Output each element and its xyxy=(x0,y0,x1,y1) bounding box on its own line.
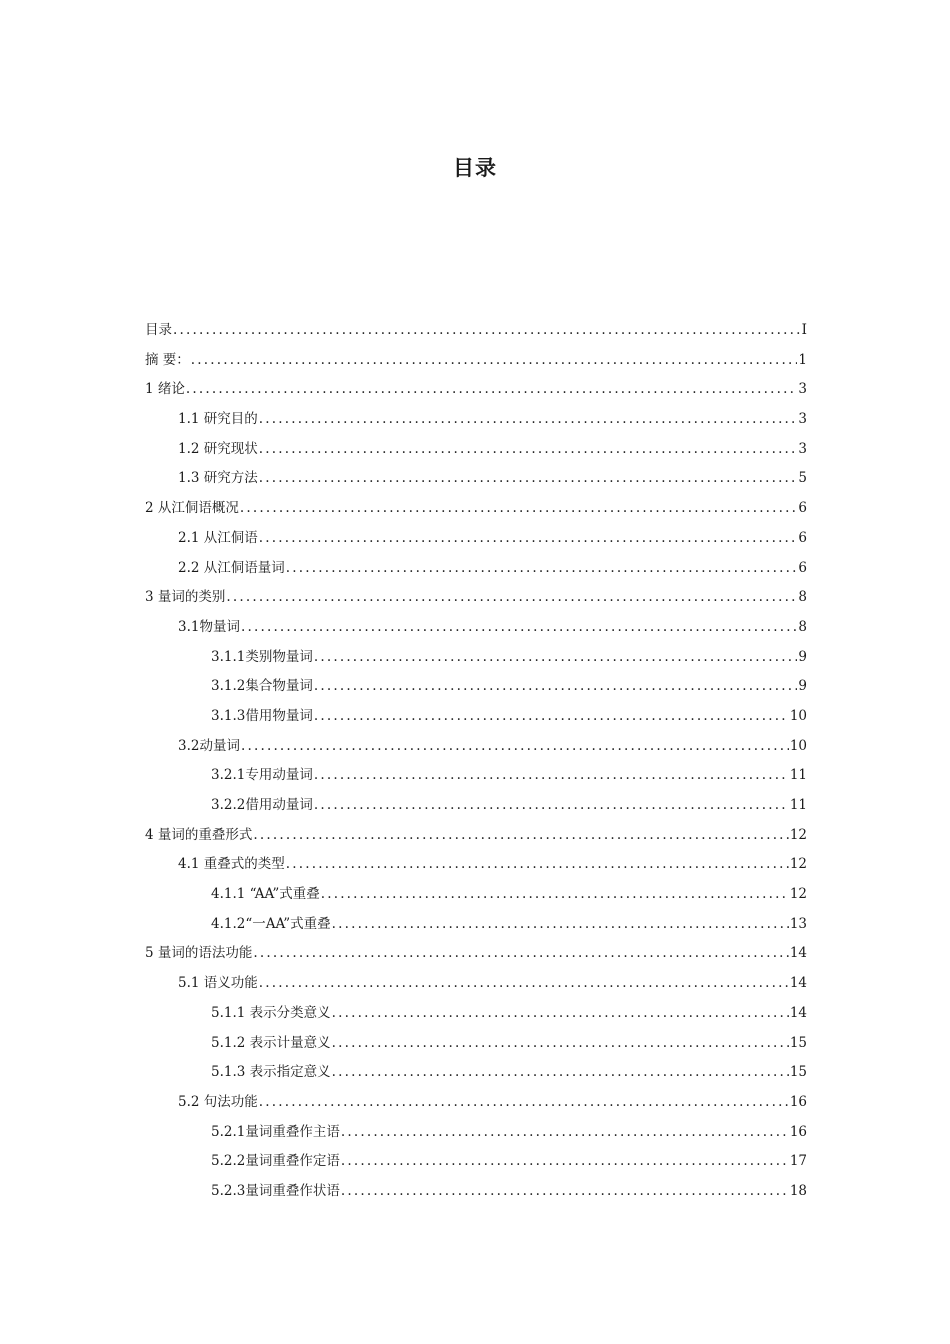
toc-entry-title: 1.3 研究方法 xyxy=(178,470,258,487)
toc-page-number: 10 xyxy=(789,737,807,754)
toc-dot-leader xyxy=(253,941,788,965)
toc-dot-leader xyxy=(314,793,789,817)
toc-entry[interactable] xyxy=(145,1001,807,1031)
toc-entry[interactable] xyxy=(145,734,807,764)
toc-entry[interactable] xyxy=(145,763,807,793)
toc-page-number: 16 xyxy=(789,1093,807,1110)
toc-page-number: 9 xyxy=(798,678,807,695)
toc-entry[interactable] xyxy=(145,466,807,496)
toc-entry-title: 5.1.1 表示分类意义 xyxy=(211,1004,331,1021)
toc-entry[interactable] xyxy=(145,1060,807,1090)
toc-entry-title: 3.1.2集合物量词 xyxy=(211,678,313,695)
toc-entry-title: 3.2.1专用动量词 xyxy=(211,767,313,784)
toc-entry-title: 3.2.2借用动量词 xyxy=(211,797,313,813)
toc-page-number: 10 xyxy=(789,707,807,724)
toc-page-number: 6 xyxy=(798,559,807,576)
toc-page-number: 6 xyxy=(798,500,807,517)
toc-entry[interactable] xyxy=(145,556,807,586)
toc-entry-title: 4.1 重叠式的类型 xyxy=(178,856,285,873)
toc-page-number: 18 xyxy=(789,1182,807,1199)
toc-entry[interactable] xyxy=(145,1120,807,1150)
toc-dot-leader xyxy=(332,1031,789,1055)
toc-dot-leader xyxy=(341,1179,789,1203)
toc-entry-title: 5.2.2量词重叠作定语 xyxy=(211,1153,340,1170)
toc-entry-title: 5.2.1量词重叠作主语 xyxy=(211,1123,340,1140)
toc-dot-leader xyxy=(332,1001,789,1025)
toc-entry[interactable] xyxy=(145,526,807,556)
toc-dot-leader xyxy=(226,585,797,609)
toc-entry-title: 2.1 从江侗语 xyxy=(178,529,258,546)
toc-entry-title: 3 量词的类别 xyxy=(145,589,226,606)
toc-dot-leader xyxy=(341,1120,789,1144)
toc-entry-title: 摘 要： xyxy=(145,351,190,368)
toc-entry-title: 1.1 研究目的 xyxy=(178,411,258,428)
toc-entry-title: 3.2动量词 xyxy=(178,737,240,754)
toc-entry[interactable] xyxy=(145,971,807,1001)
toc-entry[interactable] xyxy=(145,793,807,823)
toc-entry-title: 5.1.2 表示计量意义 xyxy=(211,1034,331,1051)
toc-dot-leader xyxy=(332,912,789,936)
toc-dot-leader xyxy=(314,704,789,728)
toc-entry-title: 4.1.1 “AA”式重叠 xyxy=(211,886,320,903)
toc-page-number: I xyxy=(801,322,807,338)
toc-page-number: 1 xyxy=(798,351,807,368)
toc-entry[interactable] xyxy=(145,1090,807,1120)
toc-entry-title: 1 绪论 xyxy=(145,381,185,398)
toc-entry[interactable] xyxy=(145,1031,807,1061)
toc-dot-leader xyxy=(173,318,801,342)
toc-page-number: 13 xyxy=(789,915,807,932)
toc-entry[interactable] xyxy=(145,407,807,437)
toc-entry[interactable] xyxy=(145,348,807,378)
toc-page-number: 5 xyxy=(798,470,807,487)
toc-entry[interactable] xyxy=(145,585,807,615)
toc-entry[interactable] xyxy=(145,1179,807,1209)
toc-entry-title: 4 量词的重叠形式 xyxy=(145,826,253,843)
toc-page-number: 14 xyxy=(789,1004,807,1021)
toc-entry[interactable] xyxy=(145,852,807,882)
toc-dot-leader xyxy=(286,852,789,876)
toc-page-number: 11 xyxy=(789,767,807,784)
toc-page-number: 16 xyxy=(789,1123,807,1140)
toc-entry[interactable] xyxy=(145,882,807,912)
toc-entry-title: 1.2 研究现状 xyxy=(178,440,258,457)
toc-page-number: 9 xyxy=(798,648,807,665)
toc-entry-title: 3.1.3借用物量词 xyxy=(211,707,313,724)
toc-entry[interactable] xyxy=(145,823,807,853)
toc-dot-leader xyxy=(332,1060,789,1084)
toc-dot-leader xyxy=(314,763,789,787)
toc-dot-leader xyxy=(241,734,789,758)
toc-dot-leader xyxy=(259,437,798,461)
toc-entry[interactable] xyxy=(145,318,807,348)
toc-entry[interactable] xyxy=(145,645,807,675)
toc-page-number: 17 xyxy=(789,1153,807,1170)
toc-entry-title: 目录 xyxy=(145,322,172,338)
toc-page-number: 3 xyxy=(798,381,807,398)
toc-entry-title: 5 量词的语法功能 xyxy=(145,945,253,962)
table-of-contents xyxy=(145,318,807,1209)
toc-dot-leader xyxy=(186,377,798,401)
toc-entry-title: 3.1物量词 xyxy=(178,618,240,635)
toc-dot-leader xyxy=(321,882,789,906)
toc-entry[interactable] xyxy=(145,377,807,407)
toc-page-number: 14 xyxy=(789,945,807,962)
toc-entry-title: 5.1 语义功能 xyxy=(178,975,258,992)
toc-dot-leader xyxy=(259,526,798,550)
toc-entry-title: 3.1.1类别物量词 xyxy=(211,648,313,665)
toc-entry-title: 2 从江侗语概况 xyxy=(145,500,239,517)
toc-dot-leader xyxy=(241,615,797,639)
toc-page-number: 15 xyxy=(789,1034,807,1051)
toc-dot-leader xyxy=(286,556,798,580)
toc-page-number: 8 xyxy=(798,618,807,635)
toc-dot-leader xyxy=(253,823,788,847)
toc-dot-leader xyxy=(314,674,798,698)
toc-entry[interactable] xyxy=(145,1149,807,1179)
page-title: 目录 xyxy=(453,156,497,180)
toc-page-number: 8 xyxy=(798,589,807,606)
toc-entry[interactable] xyxy=(145,496,807,526)
toc-entry-title: 5.2.3量词重叠作状语 xyxy=(211,1182,340,1199)
toc-page-number: 12 xyxy=(789,886,807,903)
toc-entry-title: 5.2 句法功能 xyxy=(178,1093,258,1110)
toc-page-number: 3 xyxy=(798,440,807,457)
toc-entry[interactable] xyxy=(145,437,807,467)
toc-page-number: 15 xyxy=(789,1064,807,1081)
toc-entry[interactable] xyxy=(145,674,807,704)
toc-entry[interactable] xyxy=(145,704,807,734)
toc-entry-title: 4.1.2“一AA”式重叠 xyxy=(211,915,331,932)
toc-dot-leader xyxy=(341,1149,789,1173)
toc-dot-leader xyxy=(259,971,789,995)
toc-entry-title: 2.2 从江侗语量词 xyxy=(178,559,285,576)
toc-entry[interactable] xyxy=(145,615,807,645)
toc-entry[interactable] xyxy=(145,941,807,971)
toc-dot-leader xyxy=(191,348,798,372)
toc-dot-leader xyxy=(259,1090,789,1114)
toc-entry[interactable] xyxy=(145,912,807,942)
toc-entry-title: 5.1.3 表示指定意义 xyxy=(211,1064,331,1081)
toc-page-number: 12 xyxy=(789,856,807,873)
toc-page-number: 6 xyxy=(798,529,807,546)
toc-dot-leader xyxy=(314,645,798,669)
toc-dot-leader xyxy=(259,466,798,490)
toc-page-number: 11 xyxy=(789,797,807,813)
toc-page-number: 14 xyxy=(789,975,807,992)
toc-page-number: 12 xyxy=(789,826,807,843)
toc-dot-leader xyxy=(240,496,798,520)
toc-page-number: 3 xyxy=(798,411,807,428)
toc-dot-leader xyxy=(259,407,798,431)
